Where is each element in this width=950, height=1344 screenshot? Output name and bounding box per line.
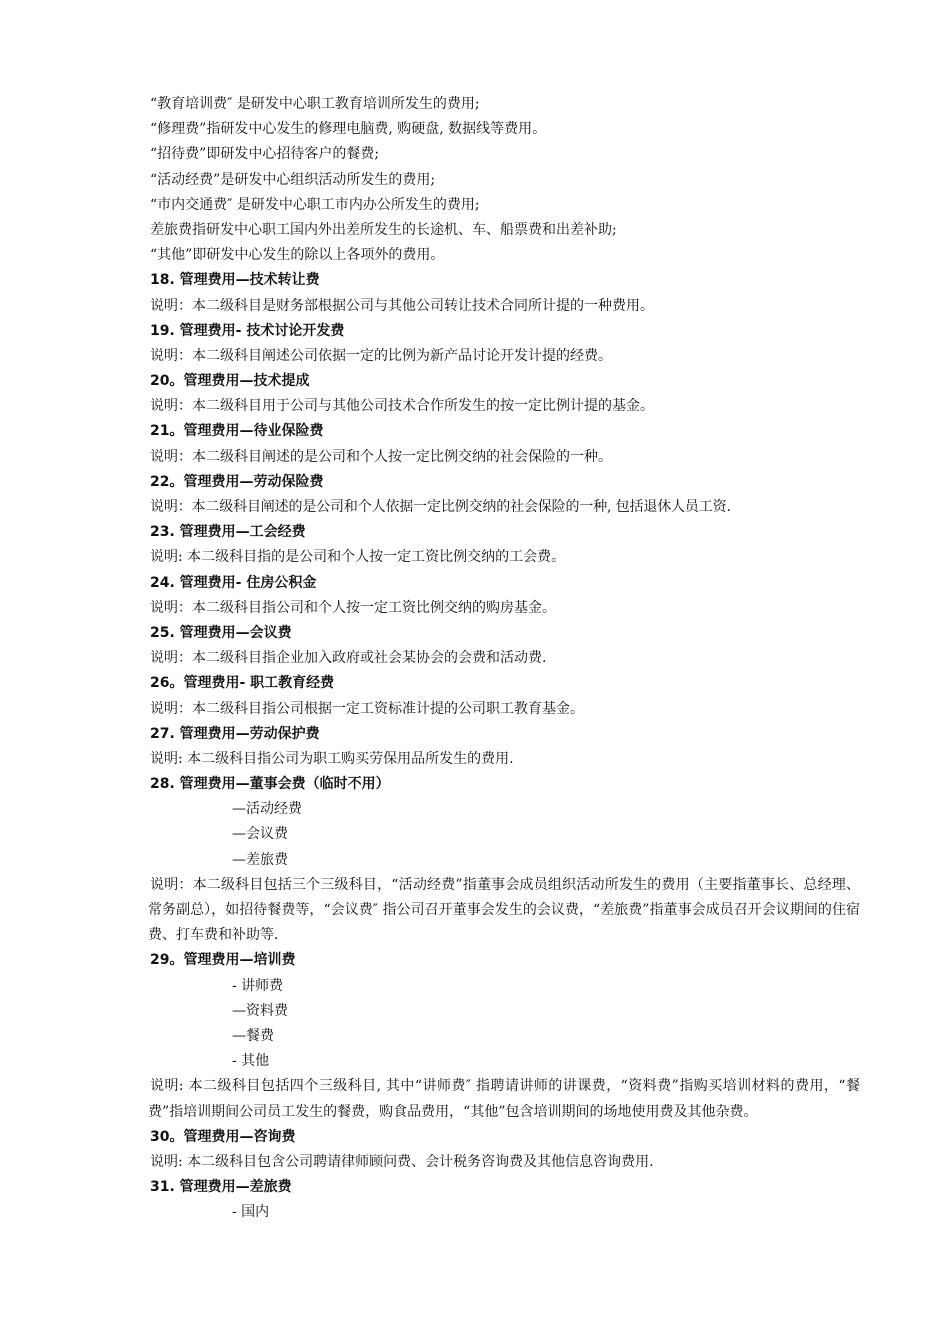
section-heading: 19. 管理费用- 技术讨论开发费: [150, 322, 345, 339]
sub-item: - 讲师费: [232, 977, 284, 994]
section-description: 说明: 本二级科目包括四个三级科目, 其中“讲师费″ 指聘请讲师的讲课费，“资料费”指购买培训材料的费用，“餐费”指培训期间公司员工发生的餐费，购食品费用，“其他”包含培训期间的场地使用费及其他杂费。: [148, 1078, 860, 1120]
sub-item: —资料费: [232, 1002, 288, 1019]
text-line: “其他”即研发中心发生的除以上各项外的费用。: [150, 247, 445, 264]
section-heading: 31. 管理费用—差旅费: [150, 1179, 292, 1196]
section-description: 说明：本二级科目包括三个三级科目，“活动经费”指董事会成员组织活动所发生的费用（主要指董事长、总经理、常务副总），如招待餐费等，“会议费″ 指公司召开董事会发生的会议费，“差旅费”指董事会成员召开会议期间的住宿费、打车费和补助等.: [148, 876, 860, 944]
text-line: “教育培训费″ 是研发中心职工教育培训所发生的费用;: [150, 96, 480, 112]
sub-item: - 国内: [232, 1204, 270, 1221]
sub-item: —差旅费: [232, 851, 288, 868]
section-description: 说明: 本二级科目指的是公司和个人按一定工资比例交纳的工会费。: [150, 549, 566, 566]
section-description: 说明：本二级科目用于公司与其他公司技术合作所发生的按一定比例计提的基金。: [150, 398, 654, 415]
sub-item: - 其他: [232, 1053, 270, 1070]
section-heading: 18. 管理费用—技术转让费: [150, 272, 320, 289]
section-heading: 27. 管理费用—劳动保护费: [150, 725, 320, 742]
section-heading: 29。管理费用—培训费: [150, 952, 296, 969]
sub-item: —活动经费: [232, 801, 302, 818]
section-heading: 24. 管理费用- 住房公积金: [150, 574, 317, 591]
section-description: 说明：本二级科目指公司和个人按一定工资比例交纳的购房基金。: [150, 599, 556, 616]
sub-item: —会议费: [232, 826, 288, 843]
section-heading: 26。管理费用- 职工教育经费: [150, 675, 335, 692]
text-line: “市内交通费″ 是研发中心职工市内办公所发生的费用;: [150, 196, 480, 213]
sub-item: —餐费: [232, 1027, 274, 1044]
section-heading: 28. 管理费用—董事会费（临时不用）: [150, 776, 390, 793]
section-description: 说明: 本二级科目指公司为职工购买劳保用品所发生的费用.: [150, 750, 514, 767]
section-heading: 21。管理费用—待业保险费: [150, 423, 324, 440]
section-description: 说明：本二级科目阐述公司依据一定的比例为新产品讨论开发计提的经费。: [150, 347, 612, 364]
section-description: 说明：本二级科目指公司根据一定工资标准计提的公司职工教育基金。: [150, 700, 584, 717]
text-line: “招待费”即研发中心招待客户的餐费;: [150, 146, 380, 163]
section-description: 说明: 本二级科目包含公司聘请律师顾问费、会计税务咨询费及其他信息咨询费用.: [150, 1153, 654, 1170]
text-line: 差旅费指研发中心职工国内外出差所发生的长途机、车、船票费和出差补助;: [150, 221, 617, 238]
section-description: 说明：本二级科目指企业加入政府或社会某协会的会费和活动费.: [150, 650, 547, 667]
section-heading: 20。管理费用—技术提成: [150, 373, 310, 390]
section-heading: 22。管理费用—劳动保险费: [150, 473, 324, 490]
section-description: 说明：本二级科目阐述的是公司和个人依据一定比例交纳的社会保险的一种, 包括退休人员工资.: [150, 499, 731, 515]
section-heading: 25. 管理费用—会议费: [150, 624, 292, 641]
text-line: “修理费”指研发中心发生的修理电脑费, 购硬盘, 数据线等费用。: [150, 121, 547, 138]
text-line: “活动经费”是研发中心组织活动所发生的费用;: [150, 171, 436, 188]
section-description: 说明：本二级科目阐述的是公司和个人按一定比例交纳的社会保险的一种。: [150, 448, 612, 465]
section-heading: 23. 管理费用—工会经费: [150, 524, 306, 541]
section-description: 说明：本二级科目是财务部根据公司与其他公司转让技术合同所计提的一种费用。: [150, 297, 654, 314]
section-heading: 30。管理费用—咨询费: [150, 1128, 296, 1145]
